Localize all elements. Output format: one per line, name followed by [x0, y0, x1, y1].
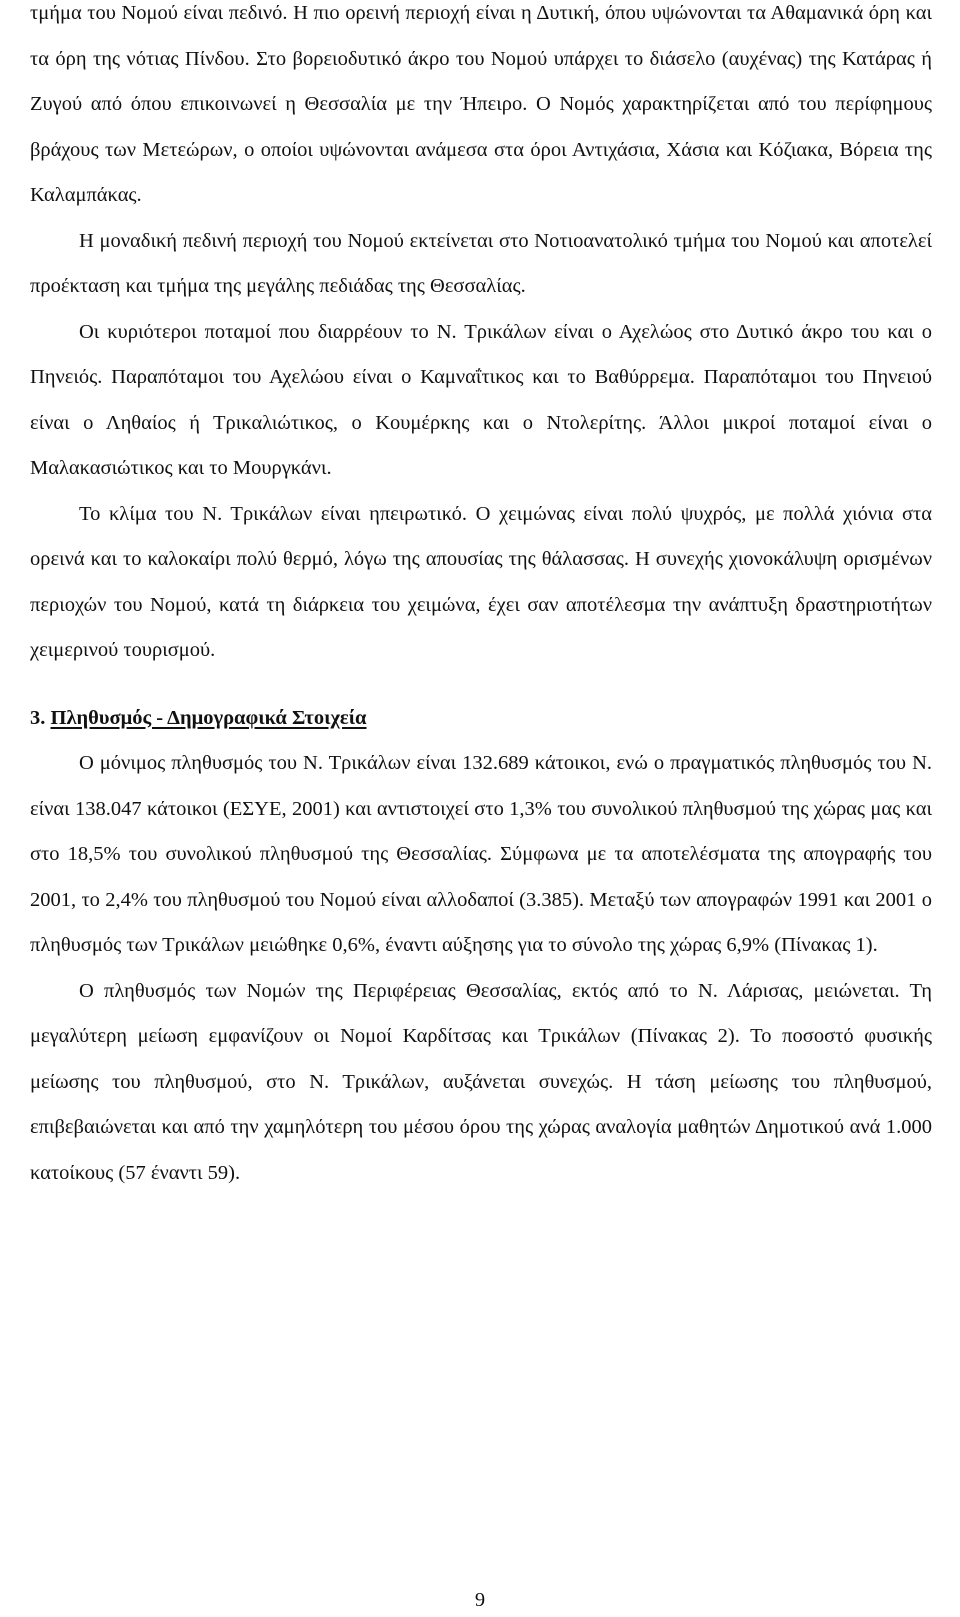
paragraph-plain: Η μοναδική πεδινή περιοχή του Νομού εκτείνεται στο Νοτιοανατολικό τμήμα του Νομού και αποτελεί προέκταση και τμήμα της μεγάλης πεδιάδας της Θεσσαλίας.	[30, 229, 932, 297]
section-title: Πληθυσμός - Δημογραφικά Στοιχεία	[50, 706, 367, 729]
paragraph-region: Ο πληθυσμός των Νομών της Περιφέρειας Θεσσαλίας, εκτός από το Ν. Λάρισας, μειώνεται. Τη μεγαλύτερη μείωση εμφανίζουν οι Νομοί Καρδίτσας και Τρικάλων (Πίνακας 2). Το ποσοστό φυσικής μείωσης του πληθυσμού, στο Ν. Τρικάλων, αυξάνεται συνεχώς. Η τάση μείωσης του πληθυσμού, επιβεβαιώνεται και από την χαμηλότερη του μέσου όρου της χώρας αναλογία μαθητών Δημοτικού ανά 1.000 κατοίκους (57 έναντι 59).	[30, 979, 932, 1184]
page-content	[30, 0, 932, 1196]
section-heading	[30, 696, 932, 742]
page-number: 9	[474, 1589, 486, 1611]
paragraph-rivers: Οι κυριότεροι ποταμοί που διαρρέουν το Ν. Τρικάλων είναι ο Αχελώος στο Δυτικό άκρο του και ο Πηνειός. Παραπόταμοι του Αχελώου είναι ο Καμναΐτικος και το Βαθύρρεμα. Παραπόταμοι του Πηνειού είναι ο Ληθαίος ή Τρικαλιώτικος, ο Κουμέρκης και ο Ντολερίτης. Άλλοι μικροί ποταμοί είναι ο Μαλακασιώτικος και το Μουργκάνι.	[30, 320, 932, 479]
section-number: 3.	[30, 706, 46, 729]
paragraph-population: Ο μόνιμος πληθυσμός του Ν. Τρικάλων είναι 132.689 κάτοικοι, ενώ ο πραγματικός πληθυσμός του Ν. είναι 138.047 κάτοικοι (ΕΣΥΕ, 2001) και αντιστοιχεί στο 1,3% του συνολικού πληθυσμού της χώρας μας και στο 18,5% του συνολικού πληθυσμού της Θεσσαλίας. Σύμφωνα με τα αποτελέσματα της απογραφής του 2001, το 2,4% του πληθυσμού του Νομού είναι αλλοδαποί (3.385). Μεταξύ των απογραφών 1991 και 2001 ο πληθυσμός των Τρικάλων μειώθηκε 0,6%, έναντι αύξησης για το σύνολο της χώρας 6,9% (Πίνακας 1).	[30, 752, 932, 956]
paragraph-geography: τμήμα του Νομού είναι πεδινό. Η πιο ορεινή περιοχή είναι η Δυτική, όπου υψώνονται τα Αθαμανικά όρη και τα όρη της νότιας Πίνδου. Στο βορειοδυτικό άκρο του Νομού υπάρχει το διάσελο (αυχένας) της Κατάρας ή Ζυγού από όπου επικοινωνεί η Θεσσαλία με την Ήπειρο. Ο Νομός χαρακτηρίζεται από του περίφημους βράχους των Μετεώρων, ο οποίοι υψώνονται ανάμεσα στα όροι Αντιχάσια, Χάσια και Κόζιακα, Βόρεια της Καλαμπάκας.	[30, 2, 932, 206]
paragraph-climate: Το κλίμα του Ν. Τρικάλων είναι ηπειρωτικό. Ο χειμώνας είναι πολύ ψυχρός, με πολλά χιόνια στα ορεινά και το καλοκαίρι πολύ θερμό, λόγω της απουσίας της θάλασσας. Η συνεχής χιονοκάλυψη ορισμένων περιοχών του Νομού, κατά τη διάρκεια του χειμώνα, έχει σαν αποτέλεσμα την ανάπτυξη δραστηριοτήτων χειμερινού τουρισμού.	[30, 502, 932, 661]
